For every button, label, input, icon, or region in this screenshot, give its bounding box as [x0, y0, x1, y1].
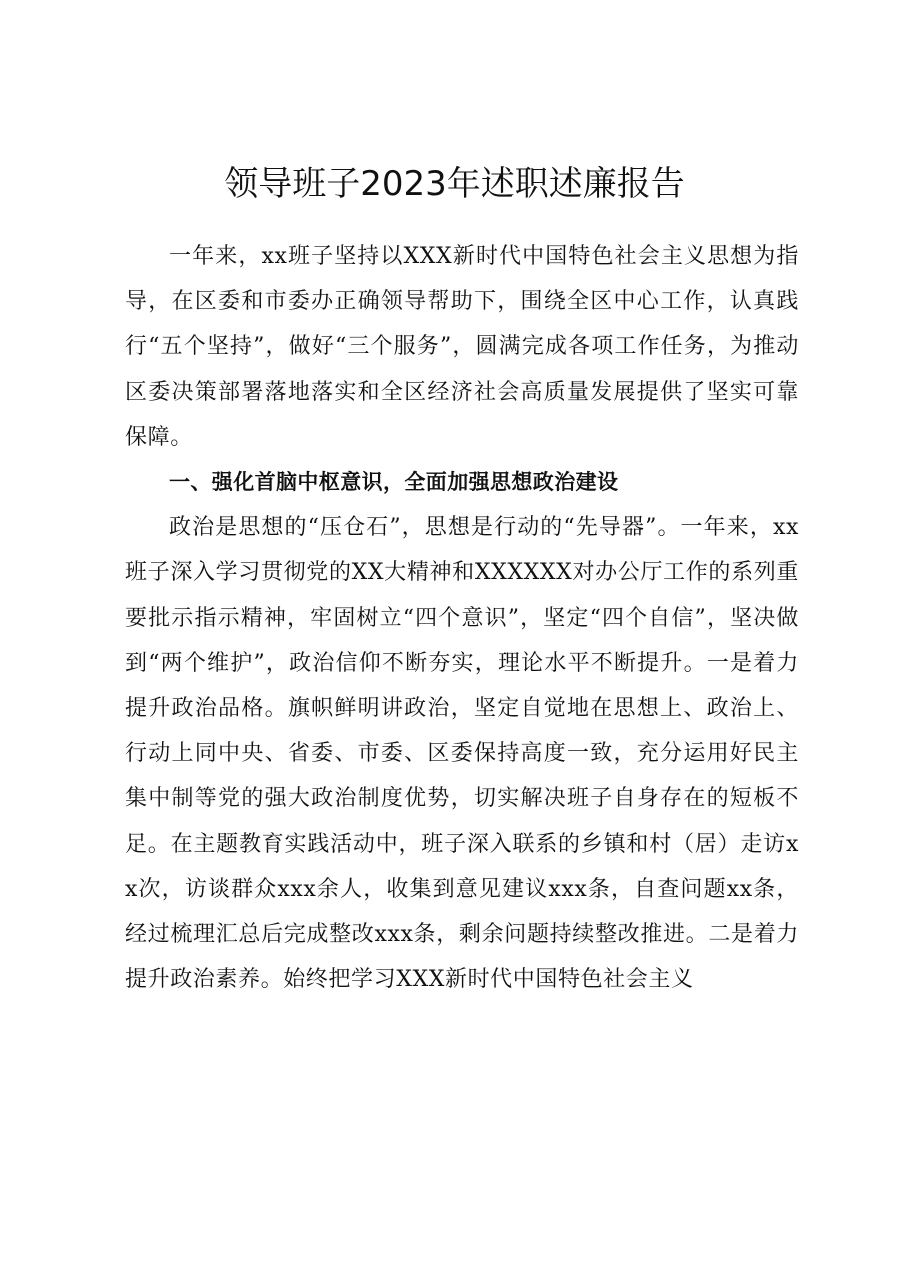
document-body — [125, 234, 799, 1002]
section-paragraph: 政治是思想的“压仓石”，思想是行动的“先导器”。一年来，xx班子深入学习贯彻党的XX大精神和XXXXXX对办公厅工作的系列重要批示指示精神，牢固树立“四个意识”，坚定“四个自信”，坚决做到“两个维护”，政治信仰不断夯实，理论水平不断提升。一是着力提升政治品格。旗帜鲜明讲政治，坚定自觉地在思想上、政治上、行动上同中央、省委、市委、区委保持高度一致，充分运用好民主集中制等党的强大政治制度优势，切实解决班子自身存在的短板不足。在主题教育实践活动中，班子深入联系的乡镇和村（居）走访xx次，访谈群众xxx余人，收集到意见建议xxx条，自查问题xx条，经过梳理汇总后完成整改xxx条，剩余问题持续整改推进。二是着力提升政治素养。始终把学习XXX新时代中国特色社会主义 — [125, 515, 799, 993]
intro-paragraph: 一年来，xx班子坚持以XXX新时代中国特色社会主义思想为指导，在区委和市委办正确领导帮助下，围绕全区中心工作，认真践行“五个坚持”，做好“三个服务”，圆满完成各项工作任务，为推动区委决策部署落地落实和全区经济社会高质量发展提供了坚实可靠保障。 — [125, 244, 799, 450]
document-title: 领导班子2023年述职述廉报告 — [224, 164, 685, 204]
section-heading: 一、强化首脑中枢意识，全面加强思想政治建设 — [169, 470, 619, 495]
